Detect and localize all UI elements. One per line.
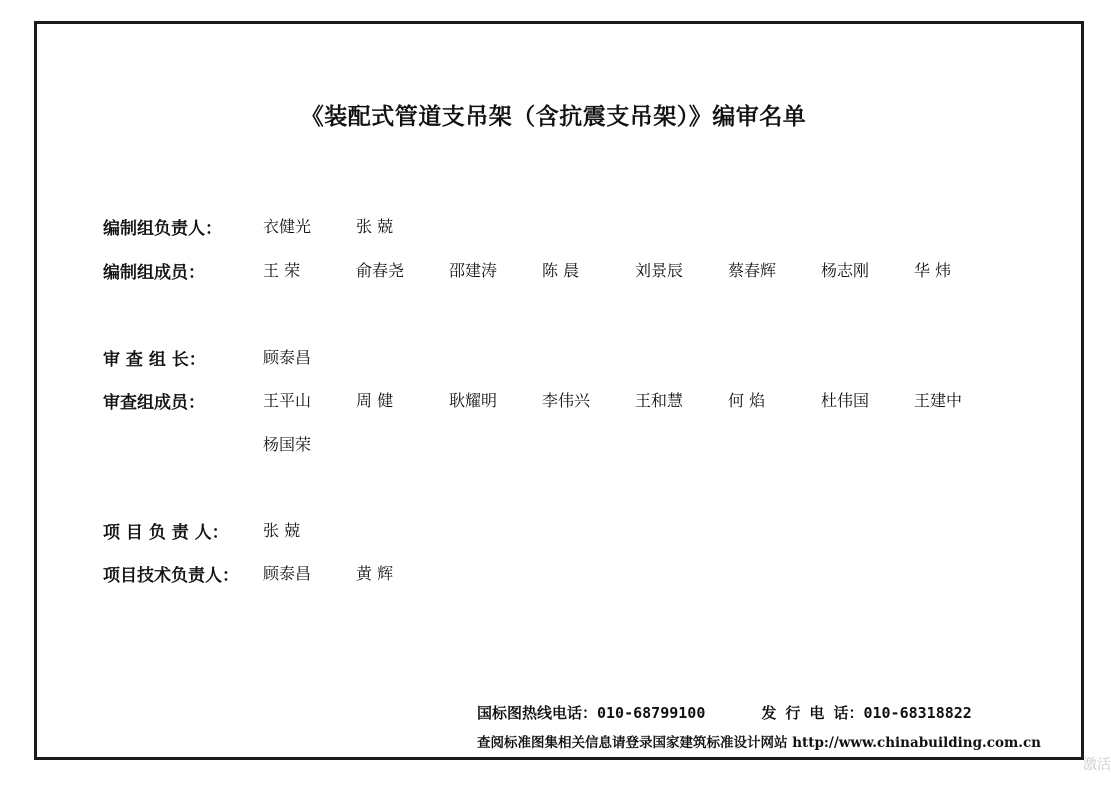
person-name: 衣健光	[263, 217, 312, 236]
activation-watermark: 激活	[1083, 757, 1111, 773]
section-label: 审 查 组 长：	[103, 350, 206, 370]
person-name: 王平山	[263, 391, 312, 410]
section-label: 编制组成员：	[103, 263, 205, 283]
section-label: 编制组负责人：	[103, 219, 222, 239]
person-name: 张 兢	[263, 521, 301, 540]
person-name: 陈 晨	[542, 261, 580, 280]
person-name: 王 荣	[263, 261, 301, 280]
person-name: 顾泰昌	[263, 564, 312, 583]
person-name: 俞春尧	[356, 261, 405, 280]
footer-phones	[477, 702, 972, 723]
issue-phone-text: 发 行 电 话：010-68318822	[761, 704, 972, 722]
person-name: 杨志刚	[821, 261, 870, 280]
person-name: 何 焰	[728, 391, 766, 410]
person-name: 顾泰昌	[263, 348, 312, 367]
person-name: 耿耀明	[449, 391, 498, 410]
person-name: 张 兢	[356, 217, 394, 236]
section-label: 审查组成员：	[103, 393, 205, 413]
footer-website-note: 查阅标准图集相关信息请登录国家建筑标准设计网站 http://www.chinabuilding.com.cn	[477, 735, 1041, 751]
section-label: 项 目 负 责 人：	[103, 523, 229, 543]
person-name: 李伟兴	[542, 391, 591, 410]
page-title: 《装配式管道支吊架（含抗震支吊架）》编审名单	[300, 104, 807, 130]
person-name: 刘景辰	[635, 261, 684, 280]
person-name: 王建中	[914, 391, 963, 410]
person-name: 黄 辉	[356, 564, 394, 583]
person-name: 杨国荣	[263, 435, 312, 454]
person-name: 邵建涛	[449, 261, 498, 280]
person-name: 华 炜	[914, 261, 952, 280]
person-name: 蔡春辉	[728, 261, 777, 280]
person-name: 杜伟国	[821, 391, 870, 410]
hotline-text: 国标图热线电话：010-68799100	[477, 704, 706, 722]
section-label: 项目技术负责人：	[103, 566, 239, 586]
person-name: 周 健	[356, 391, 394, 410]
person-name: 王和慧	[635, 391, 684, 410]
